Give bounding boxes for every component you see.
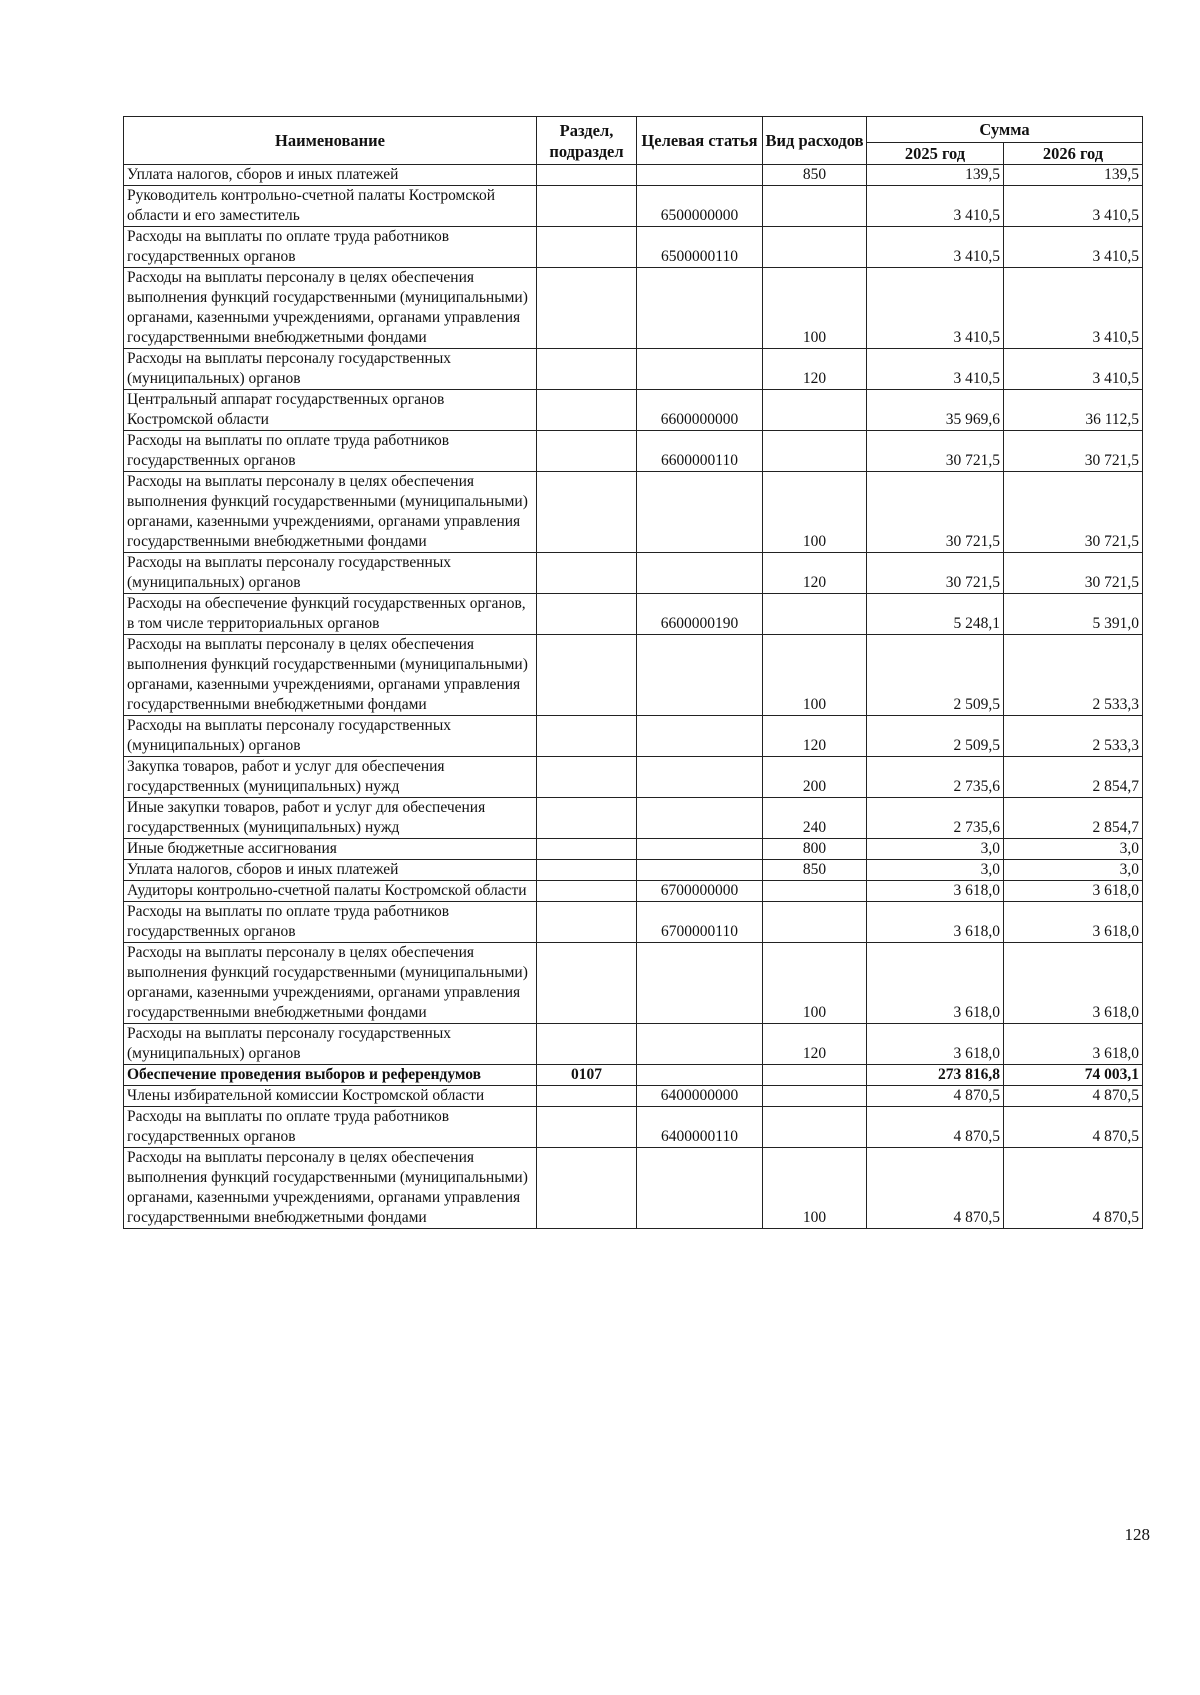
cell-2025: 30 721,5 (867, 472, 1004, 553)
cell-target: 6500000110 (637, 227, 763, 268)
cell-name: Расходы на выплаты персоналу в целях обеспечения выполнения функций государственными (муниципальными) органами, казенными учреждениями, органами управления государственными внебюджетными фондами (124, 1148, 537, 1229)
table-row (124, 553, 1143, 594)
cell-type: 240 (763, 798, 867, 839)
cell-2026: 36 112,5 (1004, 390, 1143, 431)
cell-section (537, 881, 637, 902)
cell-type: 120 (763, 1024, 867, 1065)
cell-2025: 2 735,6 (867, 757, 1004, 798)
cell-type: 100 (763, 635, 867, 716)
cell-2025: 3,0 (867, 860, 1004, 881)
cell-2026: 3 618,0 (1004, 881, 1143, 902)
budget-table (123, 116, 1143, 1229)
header-name: Наименование (124, 117, 537, 165)
cell-target (637, 798, 763, 839)
table-row (124, 716, 1143, 757)
table-row (124, 390, 1143, 431)
table-body (124, 165, 1143, 1229)
cell-name: Расходы на выплаты персоналу в целях обеспечения выполнения функций государственными (муниципальными) органами, казенными учреждениями, органами управления государственными внебюджетными фондами (124, 472, 537, 553)
cell-section (537, 227, 637, 268)
cell-target: 6600000000 (637, 390, 763, 431)
cell-2025: 2 735,6 (867, 798, 1004, 839)
cell-target (637, 472, 763, 553)
cell-2026: 3 410,5 (1004, 349, 1143, 390)
table-row (124, 1086, 1143, 1107)
cell-target (637, 268, 763, 349)
cell-2026: 2 854,7 (1004, 757, 1143, 798)
cell-2026: 3 410,5 (1004, 268, 1143, 349)
cell-2026: 30 721,5 (1004, 431, 1143, 472)
cell-2025: 30 721,5 (867, 431, 1004, 472)
cell-name: Расходы на выплаты персоналу государственных (муниципальных) органов (124, 349, 537, 390)
cell-section (537, 1086, 637, 1107)
cell-2026: 139,5 (1004, 165, 1143, 186)
cell-name: Расходы на выплаты персоналу в целях обеспечения выполнения функций государственными (муниципальными) органами, казенными учреждениями, органами управления государственными внебюджетными фондами (124, 268, 537, 349)
cell-target (637, 635, 763, 716)
cell-type (763, 227, 867, 268)
header-sum: Сумма (867, 117, 1143, 143)
cell-2026: 3 618,0 (1004, 902, 1143, 943)
cell-name: Иные закупки товаров, работ и услуг для обеспечения государственных (муниципальных) нужд (124, 798, 537, 839)
cell-name: Расходы на выплаты персоналу государственных (муниципальных) органов (124, 1024, 537, 1065)
cell-section (537, 860, 637, 881)
cell-section (537, 716, 637, 757)
table-row (124, 268, 1143, 349)
cell-2025: 30 721,5 (867, 553, 1004, 594)
cell-2026: 3 618,0 (1004, 1024, 1143, 1065)
cell-type (763, 594, 867, 635)
cell-2025: 3 618,0 (867, 1024, 1004, 1065)
cell-name: Члены избирательной комиссии Костромской области (124, 1086, 537, 1107)
table-row (124, 594, 1143, 635)
cell-name: Расходы на выплаты персоналу государственных (муниципальных) органов (124, 716, 537, 757)
table-row (124, 472, 1143, 553)
table-row (124, 635, 1143, 716)
cell-target: 6600000190 (637, 594, 763, 635)
cell-section (537, 553, 637, 594)
cell-type (763, 1107, 867, 1148)
cell-target (637, 553, 763, 594)
cell-section (537, 165, 637, 186)
cell-type: 100 (763, 1148, 867, 1229)
cell-2026: 2 533,3 (1004, 716, 1143, 757)
table-row (124, 757, 1143, 798)
cell-2026: 30 721,5 (1004, 553, 1143, 594)
header-target: Целевая статья (637, 117, 763, 165)
cell-name: Расходы на выплаты по оплате труда работников государственных органов (124, 431, 537, 472)
cell-section (537, 902, 637, 943)
cell-type (763, 1065, 867, 1086)
cell-name: Расходы на выплаты персоналу государственных (муниципальных) органов (124, 553, 537, 594)
header-section: Раздел, подраздел (537, 117, 637, 165)
table-row (124, 186, 1143, 227)
cell-target: 6700000000 (637, 881, 763, 902)
table-row (124, 902, 1143, 943)
cell-section (537, 635, 637, 716)
cell-section (537, 390, 637, 431)
cell-target (637, 1148, 763, 1229)
cell-section (537, 757, 637, 798)
cell-target (637, 757, 763, 798)
cell-2026: 3 618,0 (1004, 943, 1143, 1024)
cell-name: Руководитель контрольно-счетной палаты Костромской области и его заместитель (124, 186, 537, 227)
cell-name: Расходы на обеспечение функций государственных органов, в том числе территориальных органов (124, 594, 537, 635)
cell-section (537, 431, 637, 472)
header-year-2025: 2025 год (867, 143, 1004, 165)
cell-2026: 74 003,1 (1004, 1065, 1143, 1086)
cell-2025: 5 248,1 (867, 594, 1004, 635)
table-row (124, 227, 1143, 268)
table-row (124, 1065, 1143, 1086)
cell-section: 0107 (537, 1065, 637, 1086)
cell-section (537, 594, 637, 635)
cell-type: 120 (763, 716, 867, 757)
cell-2026: 4 870,5 (1004, 1107, 1143, 1148)
cell-type (763, 1086, 867, 1107)
cell-type: 100 (763, 268, 867, 349)
cell-target: 6700000110 (637, 902, 763, 943)
cell-2025: 35 969,6 (867, 390, 1004, 431)
cell-2026: 3,0 (1004, 839, 1143, 860)
cell-2026: 2 533,3 (1004, 635, 1143, 716)
cell-2025: 3,0 (867, 839, 1004, 860)
cell-section (537, 1148, 637, 1229)
cell-name: Иные бюджетные ассигнования (124, 839, 537, 860)
cell-section (537, 349, 637, 390)
cell-2025: 3 410,5 (867, 349, 1004, 390)
cell-name: Уплата налогов, сборов и иных платежей (124, 860, 537, 881)
cell-target (637, 943, 763, 1024)
cell-target (637, 860, 763, 881)
header-year-2026: 2026 год (1004, 143, 1143, 165)
cell-2026: 4 870,5 (1004, 1148, 1143, 1229)
cell-type (763, 390, 867, 431)
cell-section (537, 839, 637, 860)
cell-section (537, 1024, 637, 1065)
cell-target: 6600000110 (637, 431, 763, 472)
cell-2025: 3 618,0 (867, 943, 1004, 1024)
table-row (124, 881, 1143, 902)
cell-name: Расходы на выплаты по оплате труда работников государственных органов (124, 227, 537, 268)
cell-2025: 3 410,5 (867, 268, 1004, 349)
cell-target (637, 165, 763, 186)
cell-target (637, 1065, 763, 1086)
table-row (124, 165, 1143, 186)
table-row (124, 1107, 1143, 1148)
cell-section (537, 268, 637, 349)
cell-2026: 5 391,0 (1004, 594, 1143, 635)
cell-target (637, 1024, 763, 1065)
cell-2025: 3 410,5 (867, 186, 1004, 227)
cell-target: 6500000000 (637, 186, 763, 227)
cell-type (763, 186, 867, 227)
cell-2025: 4 870,5 (867, 1148, 1004, 1229)
cell-section (537, 798, 637, 839)
cell-type: 100 (763, 472, 867, 553)
cell-type (763, 431, 867, 472)
cell-target (637, 349, 763, 390)
cell-2025: 4 870,5 (867, 1086, 1004, 1107)
cell-type: 200 (763, 757, 867, 798)
cell-section (537, 186, 637, 227)
page-number: 128 (1124, 1525, 1150, 1544)
cell-2026: 3 410,5 (1004, 186, 1143, 227)
cell-2025: 3 410,5 (867, 227, 1004, 268)
cell-type: 120 (763, 553, 867, 594)
cell-target: 6400000110 (637, 1107, 763, 1148)
cell-section (537, 943, 637, 1024)
table-row (124, 798, 1143, 839)
cell-2025: 2 509,5 (867, 635, 1004, 716)
cell-name: Закупка товаров, работ и услуг для обеспечения государственных (муниципальных) нужд (124, 757, 537, 798)
table-row (124, 431, 1143, 472)
cell-type: 800 (763, 839, 867, 860)
cell-type: 120 (763, 349, 867, 390)
cell-2025: 139,5 (867, 165, 1004, 186)
cell-target (637, 839, 763, 860)
cell-name: Расходы на выплаты по оплате труда работников государственных органов (124, 1107, 537, 1148)
cell-2026: 4 870,5 (1004, 1086, 1143, 1107)
cell-name: Центральный аппарат государственных органов Костромской области (124, 390, 537, 431)
cell-2025: 3 618,0 (867, 902, 1004, 943)
table-row (124, 839, 1143, 860)
cell-2026: 30 721,5 (1004, 472, 1143, 553)
cell-name: Обеспечение проведения выборов и референдумов (124, 1065, 537, 1086)
cell-name: Расходы на выплаты по оплате труда работников государственных органов (124, 902, 537, 943)
cell-2026: 3 410,5 (1004, 227, 1143, 268)
table-row (124, 1148, 1143, 1229)
cell-name: Расходы на выплаты персоналу в целях обеспечения выполнения функций государственными (муниципальными) органами, казенными учреждениями, органами управления государственными внебюджетными фондами (124, 635, 537, 716)
cell-2025: 273 816,8 (867, 1065, 1004, 1086)
table-row (124, 943, 1143, 1024)
cell-type (763, 881, 867, 902)
table-header (124, 117, 1143, 165)
table-row (124, 349, 1143, 390)
cell-name: Аудиторы контрольно-счетной палаты Костромской области (124, 881, 537, 902)
cell-type (763, 902, 867, 943)
cell-2025: 3 618,0 (867, 881, 1004, 902)
table-row (124, 860, 1143, 881)
cell-section (537, 1107, 637, 1148)
cell-section (537, 472, 637, 553)
cell-type: 850 (763, 165, 867, 186)
cell-target: 6400000000 (637, 1086, 763, 1107)
cell-2025: 2 509,5 (867, 716, 1004, 757)
header-type: Вид расходов (763, 117, 867, 165)
cell-name: Уплата налогов, сборов и иных платежей (124, 165, 537, 186)
cell-2026: 2 854,7 (1004, 798, 1143, 839)
cell-2025: 4 870,5 (867, 1107, 1004, 1148)
cell-type: 850 (763, 860, 867, 881)
cell-name: Расходы на выплаты персоналу в целях обеспечения выполнения функций государственными (муниципальными) органами, казенными учреждениями, органами управления государственными внебюджетными фондами (124, 943, 537, 1024)
table-row (124, 1024, 1143, 1065)
cell-target (637, 716, 763, 757)
cell-2026: 3,0 (1004, 860, 1143, 881)
cell-type: 100 (763, 943, 867, 1024)
